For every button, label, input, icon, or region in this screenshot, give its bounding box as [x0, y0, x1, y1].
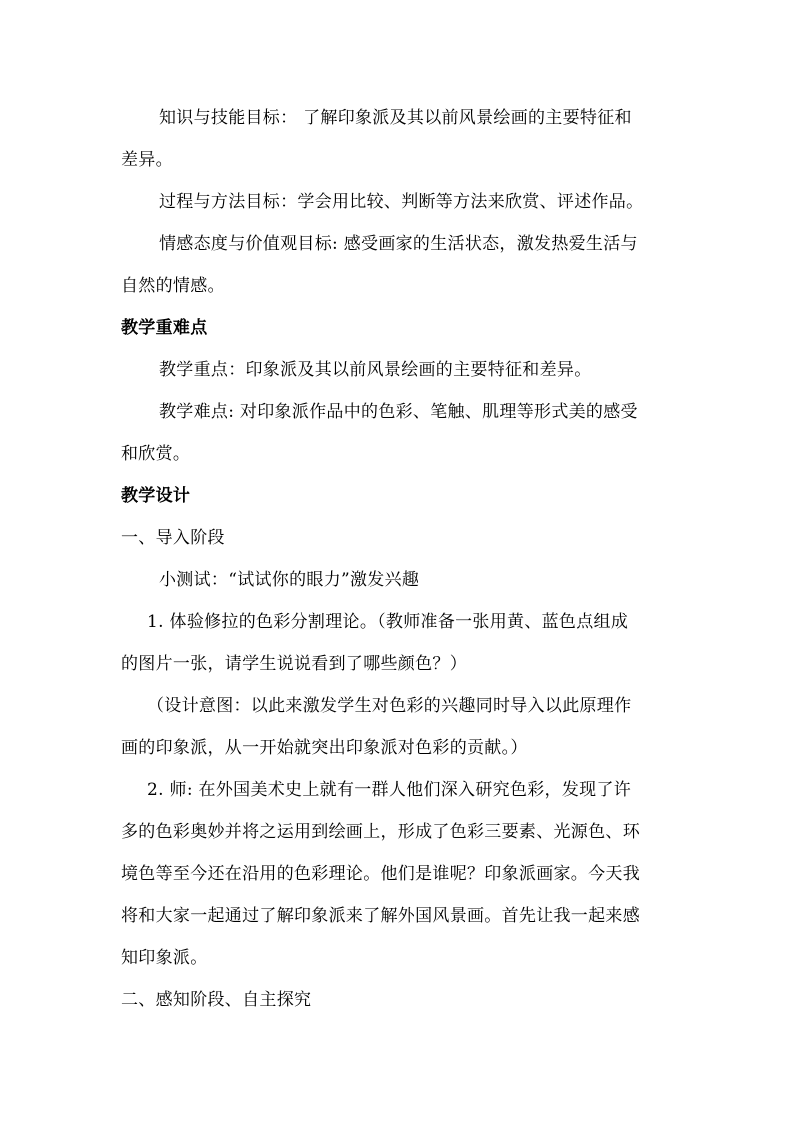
document-page: 知识与技能目标： 了解印象派及其以前风景绘画的主要特征和 差异。 过程与方法目标：学会用比较、判断等方法来欣赏、评述作品。 情感态度与价值观目标: 感受画家的生活状态，激发热爱生活与 自然的情感。 教学重难点 教学重点：印象派及其以前风景绘画的主要特征和差异。 教学难点: 对印象派作品中的色彩、笔触、肌理等形式美的感受 和欣赏。 教学设计 一、导入阶段 小测试：“试试你的眼力”激发兴趣 1. 体验修拉的色彩分割理论。（教师准备一张用黄、蓝色点组成 的图片一张，请学生说说看到了哪些颜色？） （设计意图：以此来激发学生对色彩的兴趣同时导入以此原理作 画的印象派，从一开始就突出印象派对色彩的贡献。） 2. 师: 在外国美术史上就有一群人他们深入研究色彩，发现了许 多的色彩奥妙并将之运用到绘画上，形成了色彩三要素、光源色、环 境色等至今还在沿用的色彩理论。他们是谁呢？印象派画家。今天我 将和大家一起通过了解印象派来了解外国风景画。首先让我一起来感 知印象派。 二、感知阶段、自主探究 [121, 108, 644, 1010]
